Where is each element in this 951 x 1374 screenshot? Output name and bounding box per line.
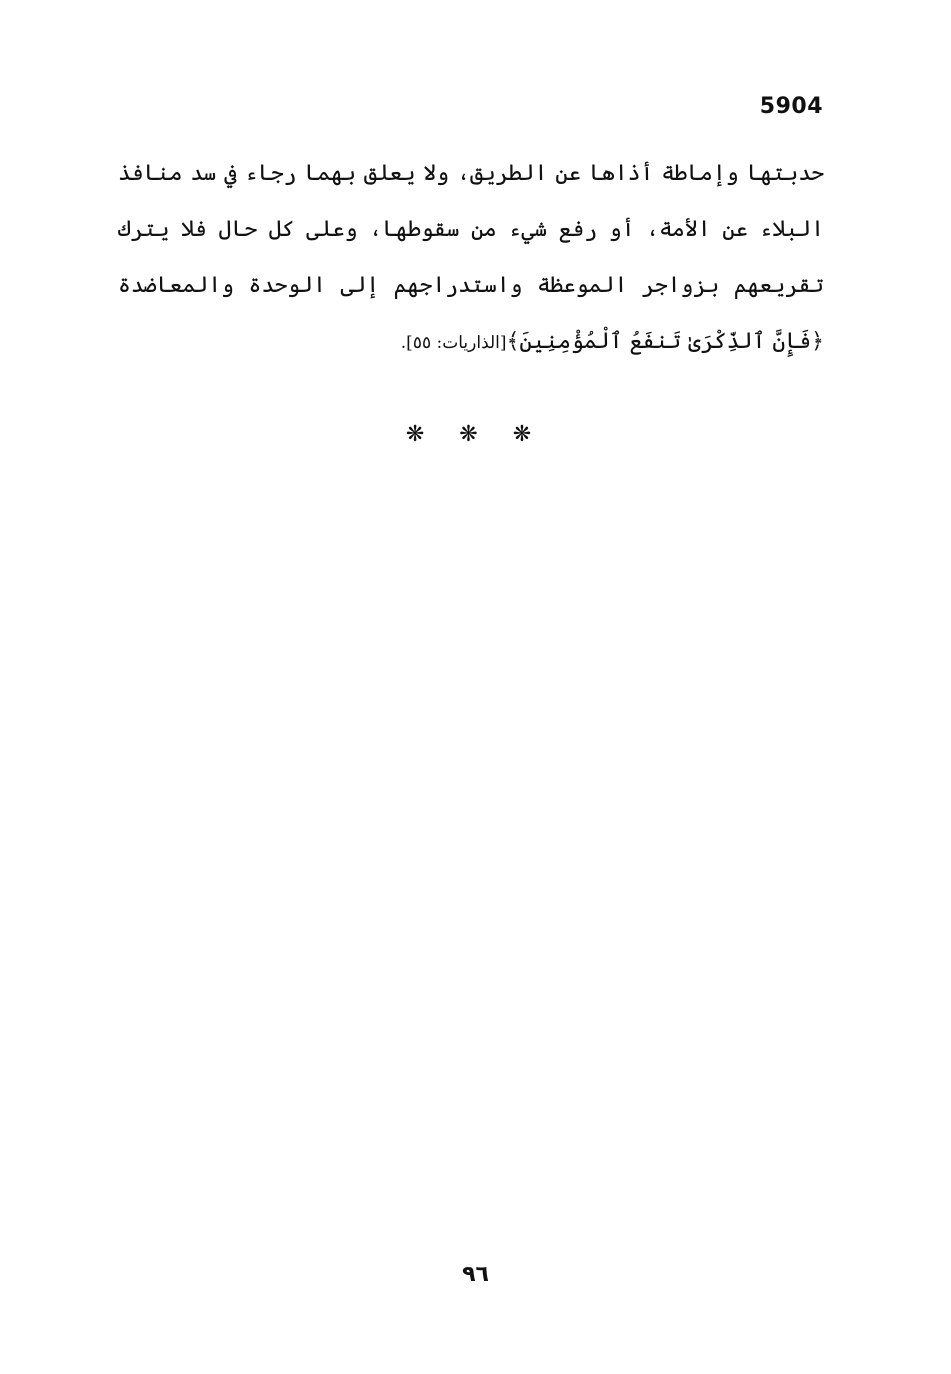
surah-citation: [الذاريات: ٥٥].: [400, 333, 507, 353]
paragraph-text: [118, 146, 824, 371]
body-paragraph: [118, 146, 824, 371]
quran-verse: ﴿فَإِنَّ ٱلذِّكْرَىٰ تَنفَعُ ٱلْمُؤْمِنِينَ﴾: [506, 329, 824, 354]
page-number: ٩٦: [462, 1262, 489, 1287]
main-text: حدبتها وإماطة أذاها عن الطريق، ولا يعلق بهما رجاء في سد منافذ البلاء عن الأمة، أو رفع شيء من سقوطها، وعلى كل حال فلا يترك تقريعهم بزواجر الموعظة واستدراجهم إلى الوحدة والمعاضدة: [118, 161, 824, 298]
page-id-label: 5904: [759, 94, 823, 119]
section-separator: ❋ ❋ ❋: [405, 422, 546, 447]
